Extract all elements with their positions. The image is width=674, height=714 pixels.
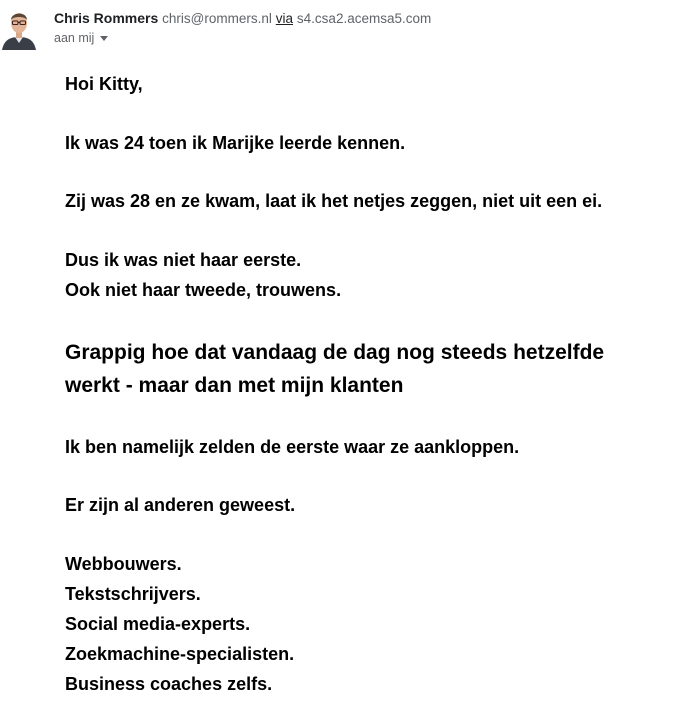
paragraph-2: Zij was 28 en ze kwam, laat ik het netjes zeggen, niet uit een ei. [65,191,603,211]
sender-line [54,9,431,28]
list-item: Social media-experts. [65,614,251,634]
sender-email: chris@rommers.nl [162,11,272,26]
paragraph-3-line-2: Ook niet haar tweede, trouwens. [65,280,342,300]
paragraph-4: Ik ben namelijk zelden de eerste waar ze aankloppen. [65,437,520,457]
paragraph-1: Ik was 24 toen ik Marijke leerde kennen. [65,133,406,153]
greeting: Hoi Kitty, [65,74,143,94]
paragraph-5: Er zijn al anderen geweest. [65,495,296,515]
list-item: Zoekmachine-specialisten. [65,644,295,664]
avatar-photo [0,6,38,50]
list-item: Webbouwers. [65,554,182,574]
sender-name[interactable]: Chris Rommers [54,10,159,26]
recipient-label: aan mij [54,31,95,45]
list-item: Tekstschrijvers. [65,584,201,604]
sender-avatar[interactable] [0,6,38,50]
chevron-down-icon[interactable] [100,36,108,41]
message-header [54,9,431,45]
heading-line-2: werkt - maar dan met mijn klanten [65,374,404,397]
list-item: Business coaches zelfs. [65,674,273,694]
heading-line-1: Grappig hoe dat vandaag de dag nog steeds hetzelfde [65,341,605,364]
via-link[interactable]: via [275,11,294,26]
via-domain: s4.csa2.acemsa5.com [296,11,432,26]
paragraph-3-line-1: Dus ik was niet haar eerste. [65,250,302,270]
recipient-dropdown[interactable] [54,31,431,45]
